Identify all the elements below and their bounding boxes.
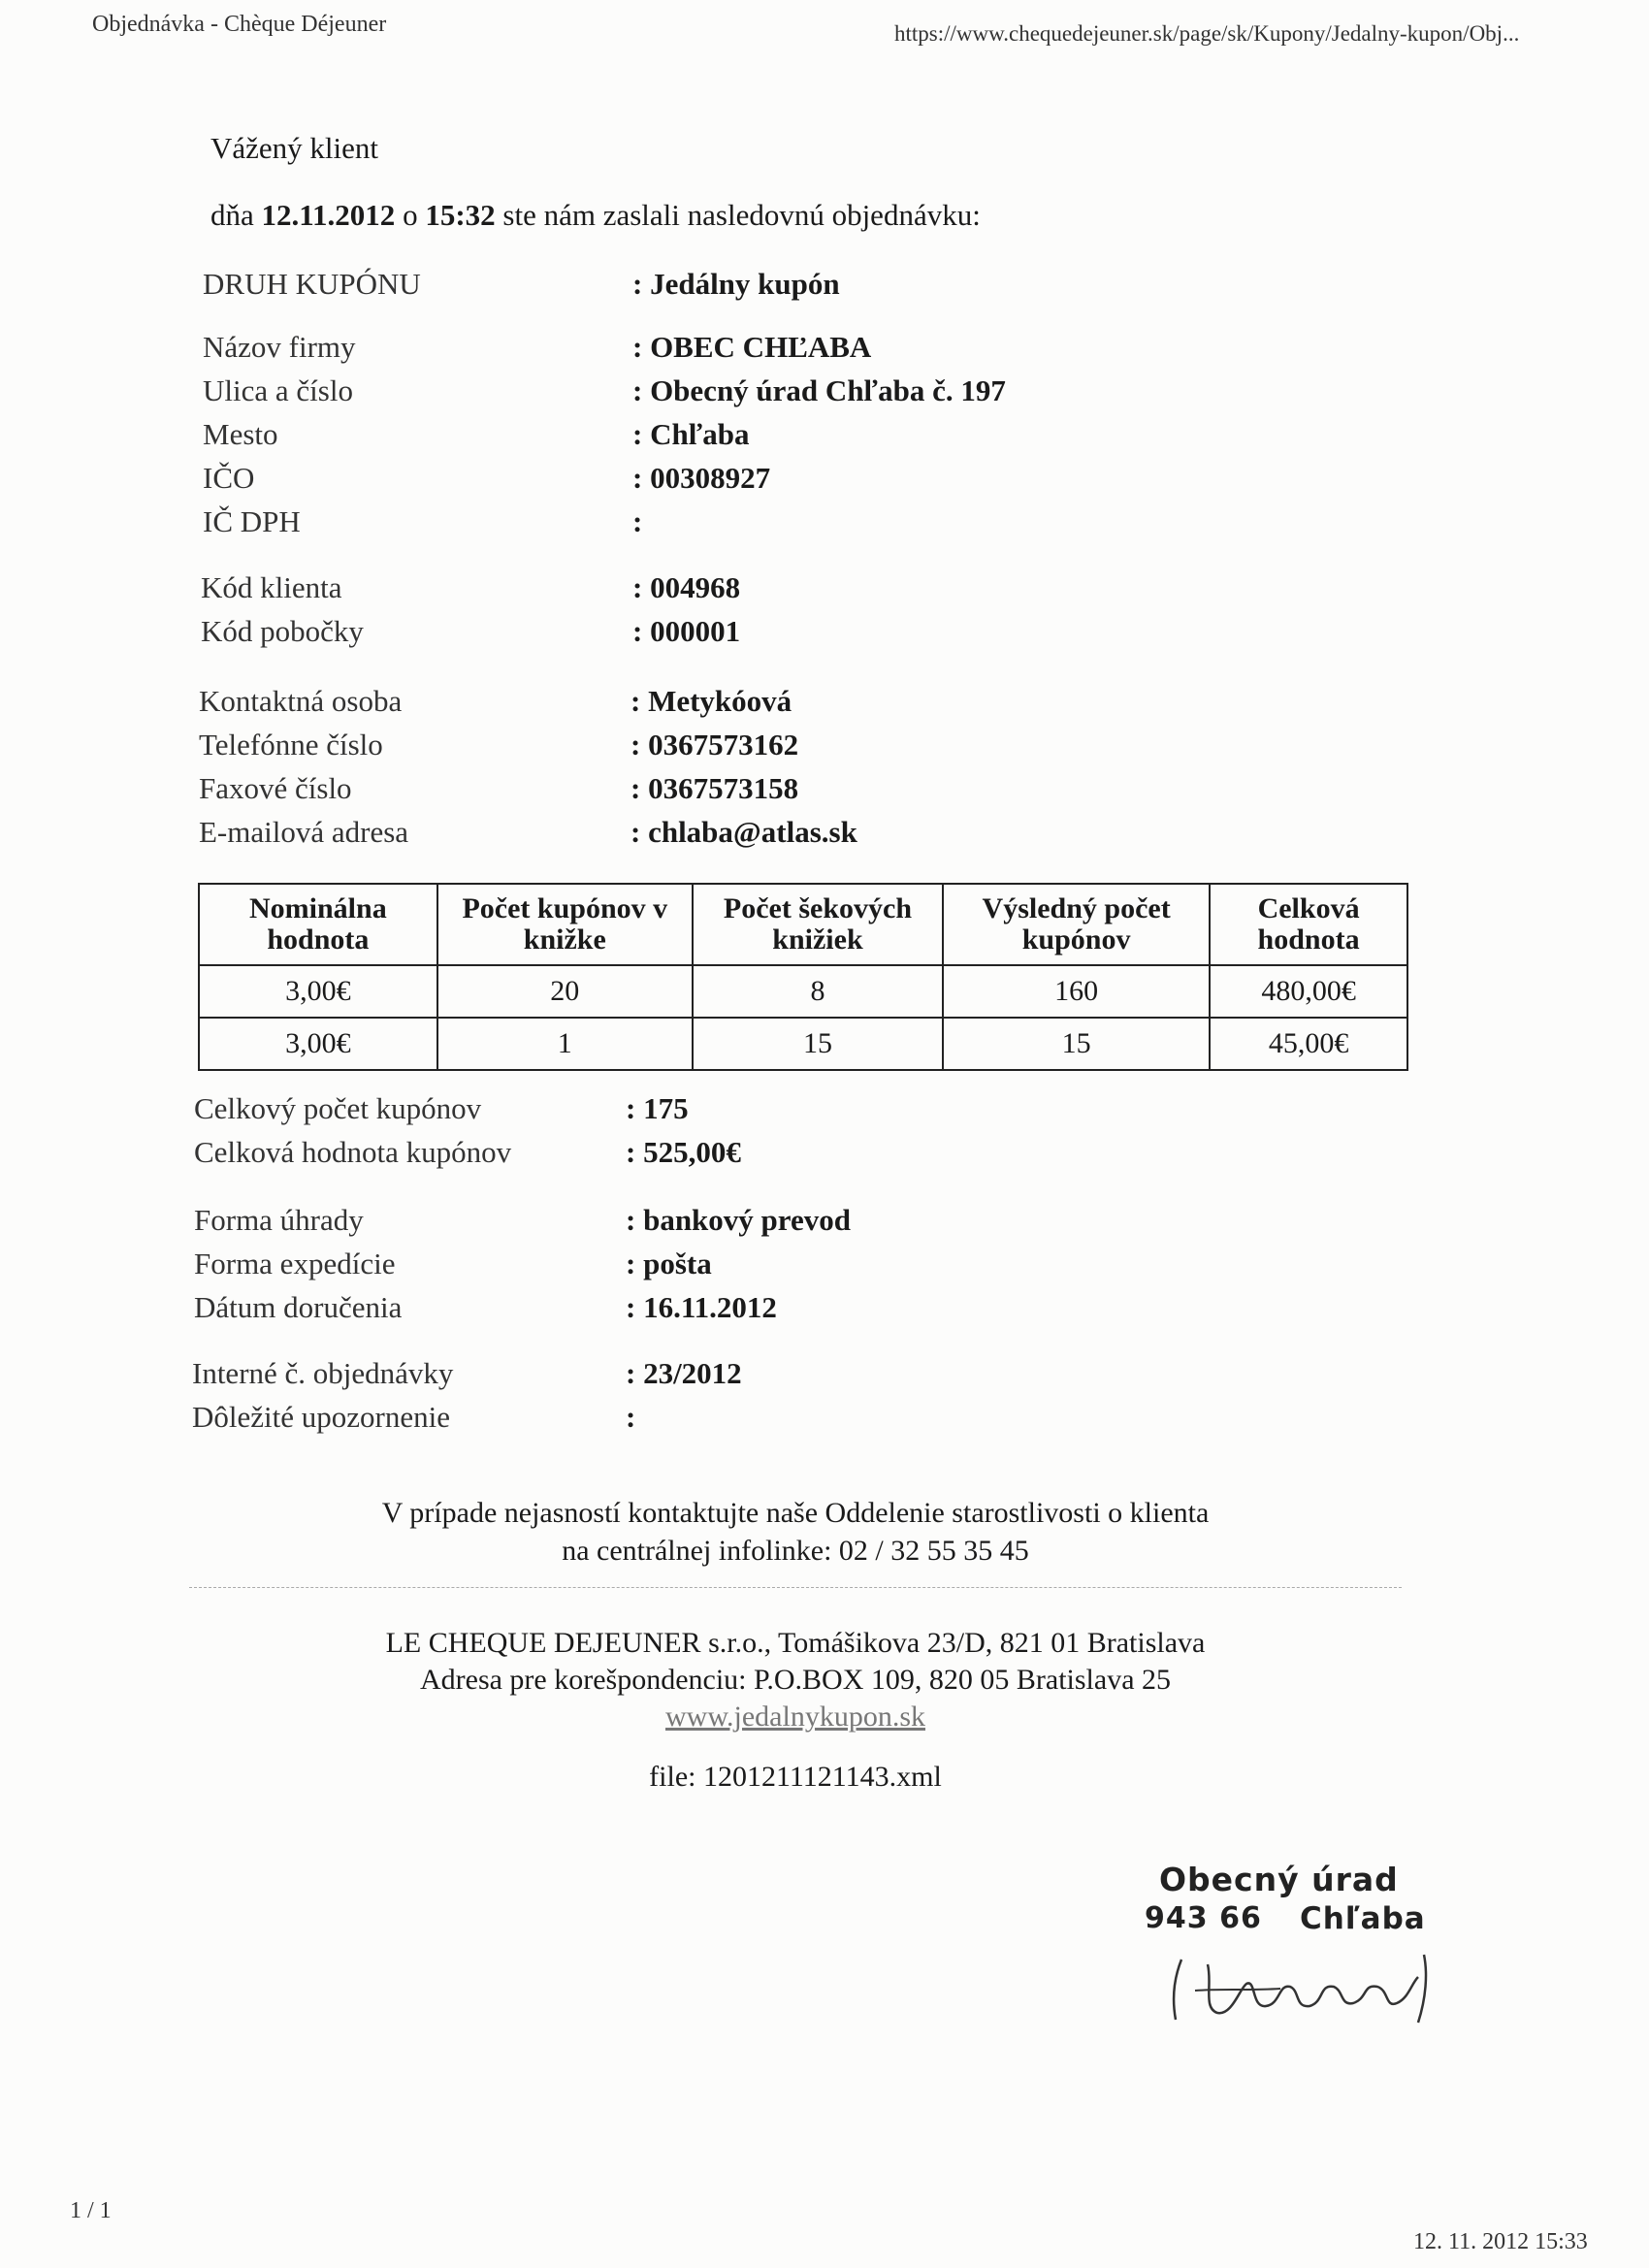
file-name: file: 1201211121143.xml [649,1761,942,1793]
field-value: : Metykóová [630,684,792,718]
field-company-name [0,330,1649,373]
field-value: : 004968 [632,570,741,604]
column-header: Výsledný počet kupónov [943,884,1210,965]
table-cell: 480,00€ [1210,965,1407,1018]
order-table [198,883,1408,1071]
correspondence-address: Adresa pre korešpondenciu: P.O.BOX 109, 820 05 Bratislava 25 [419,1664,1172,1696]
table-cell: 8 [693,965,943,1018]
field-label: E-mailová adresa [199,815,409,849]
field-total-value [0,1135,1649,1178]
field-phone [0,728,1649,770]
order-date: 12.11.2012 [261,198,396,232]
field-ico [0,461,1649,503]
field-client-code [0,570,1649,613]
field-value: : [632,504,643,538]
field-value: : 0367573158 [630,771,799,805]
field-coupon-type [0,267,1649,309]
field-value: : pošta [626,1247,712,1280]
stamp-office: Obecný úrad [1159,1861,1399,1898]
field-value: : 525,00€ [626,1135,741,1169]
table-cell: 15 [693,1018,943,1070]
field-value: : bankový prevod [626,1203,851,1237]
website-line [0,1701,1591,1733]
field-value: : Obecný úrad Chľaba č. 197 [632,373,1006,407]
table-cell: 45,00€ [1210,1018,1407,1070]
table-row [199,965,1407,1018]
column-header: Celková hodnota [1210,884,1407,965]
intro-middle: o [403,198,418,232]
field-ic-dph [0,504,1649,547]
field-label: Faxové číslo [199,771,352,805]
divider [189,1587,1402,1588]
field-value: : Jedálny kupón [632,267,840,301]
field-shipping-method [0,1247,1649,1289]
field-value: : OBEC CHĽABA [632,330,872,364]
field-important-notice [0,1400,1649,1442]
field-label: Ulica a číslo [203,373,353,407]
order-time: 15:32 [425,198,496,232]
browser-page-title: Objednávka - Chèque Déjeuner [92,12,387,37]
field-email [0,815,1649,858]
table-header-row [199,884,1407,965]
table-cell: 160 [943,965,1210,1018]
column-header: Nominálna hodnota [199,884,437,965]
field-label: Kód klienta [201,570,342,604]
table-cell: 15 [943,1018,1210,1070]
field-label: Dátum doručenia [194,1290,403,1324]
field-label: DRUH KUPÓNU [203,267,421,301]
field-label: Forma expedície [194,1247,396,1280]
table-cell: 1 [437,1018,693,1070]
field-value: : chlaba@atlas.sk [630,815,857,849]
field-label: Interné č. objednávky [192,1356,454,1390]
website-link[interactable]: www.jedalnykupon.sk [664,1701,926,1733]
page-number: 1 / 1 [70,2198,112,2223]
field-label: Forma úhrady [194,1203,364,1237]
field-label: Kód pobočky [201,614,364,648]
greeting: Vážený klient [210,131,379,165]
field-value: : [626,1400,636,1434]
intro-suffix: ste nám zaslali nasledovnú objednávku: [502,198,981,232]
stamp-postcode: 943 66 [1145,1901,1262,1935]
field-label: Dôležité upozornenie [192,1400,450,1434]
field-label: Názov firmy [203,330,356,364]
column-header: Počet šekových knižiek [693,884,943,965]
field-fax [0,771,1649,814]
field-value: : 0367573162 [630,728,799,761]
field-label: Mesto [203,417,278,451]
stamp-town: Chľaba [1300,1901,1426,1936]
field-value: : 175 [626,1091,689,1125]
handwritten-signature [1164,1930,1445,2027]
browser-page-url: https://www.chequedejeuner.sk/page/sk/Kupony/Jedalny-kupon/Obj... [894,21,1520,46]
field-value: : 16.11.2012 [626,1290,777,1324]
field-contact-person [0,684,1649,727]
field-label: Celkový počet kupónov [194,1091,482,1125]
company-address: LE CHEQUE DEJEUNER s.r.o., Tomášikova 23/D, 821 01 Bratislava [385,1627,1206,1659]
field-branch-code [0,614,1649,657]
field-total-coupons [0,1091,1649,1134]
table-cell: 3,00€ [199,1018,437,1070]
table-cell: 3,00€ [199,965,437,1018]
field-label: Kontaktná osoba [199,684,403,718]
field-value: : Chľaba [632,417,750,451]
intro-prefix: dňa [210,198,254,232]
field-delivery-date [0,1290,1649,1333]
field-internal-order-number [0,1356,1649,1399]
support-notice-line2: na centrálnej infolinke: 02 / 32 55 35 45 [562,1535,1029,1567]
field-value: : 000001 [632,614,741,648]
field-value: : 00308927 [632,461,771,495]
table-cell: 20 [437,965,693,1018]
field-label: Telefónne číslo [199,728,383,761]
field-value: : 23/2012 [626,1356,742,1390]
field-city [0,417,1649,460]
field-payment-method [0,1203,1649,1246]
field-label: IČO [203,461,255,495]
field-label: Celková hodnota kupónov [194,1135,512,1169]
support-notice-line1: V prípade nejasností kontaktujte naše Oddelenie starostlivosti o klienta [381,1497,1210,1529]
field-label: IČ DPH [203,504,301,538]
print-datetime: 12. 11. 2012 15:33 [1413,2229,1588,2254]
column-header: Počet kupónov v knižke [437,884,693,965]
intro-sentence [210,198,981,233]
field-street [0,373,1649,416]
table-row [199,1018,1407,1070]
